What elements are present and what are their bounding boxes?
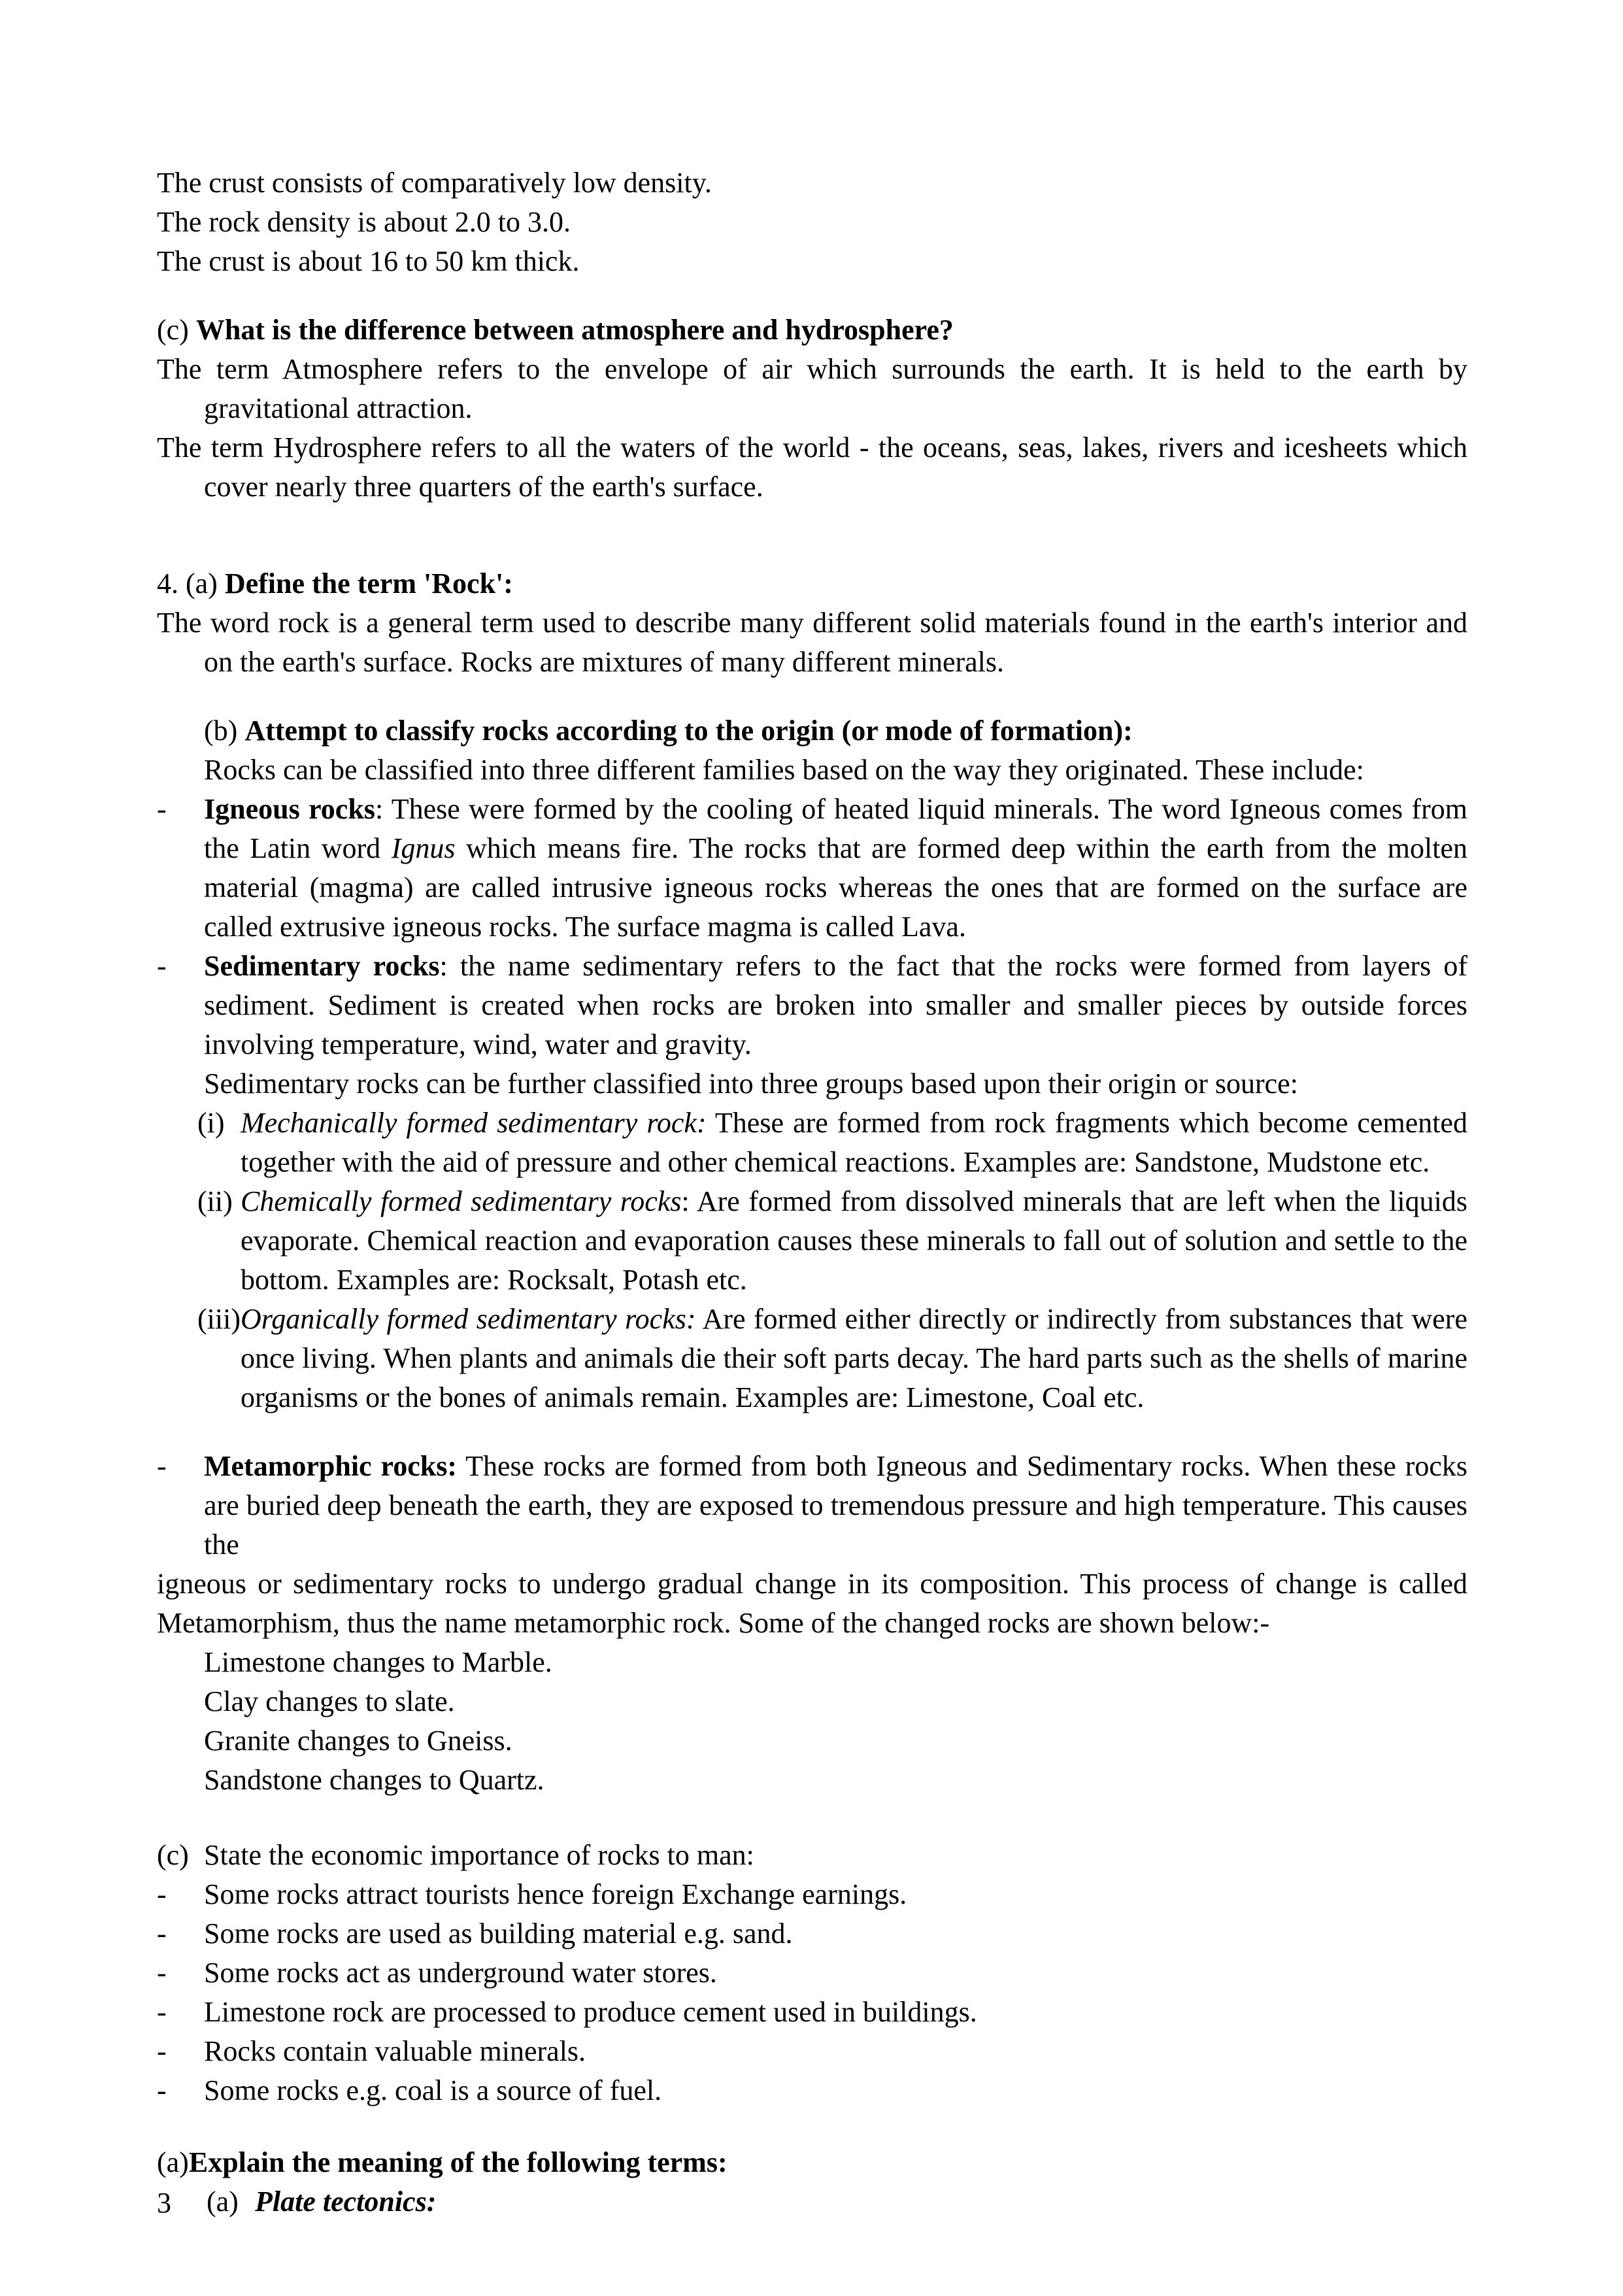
metamorphic-text: These rocks are formed from both Igneous and Sedimentary rocks. When these rocks are buried deep beneath the earth, they are exposed to tremendous pressure and high temperature. This causes the — [204, 1450, 1467, 1561]
q4c-label: (c) — [157, 1839, 189, 1871]
mechanical-term: Mechanically formed sedimentary rock: — [241, 1107, 707, 1139]
dash-bullet: - — [157, 2074, 167, 2106]
sub-item-mechanical — [197, 1104, 1467, 1182]
q4a-label: 4. (a) — [157, 567, 218, 599]
economic-item-text: Some rocks are used as building material e.g. sand. — [204, 1917, 793, 1950]
igneous-text-1: : These were formed by the cooling of heated liquid minerals. The word Igneous comes from the Latin word — [204, 793, 1467, 864]
q4c-heading-text: State the economic importance of rocks to man: — [204, 1839, 754, 1871]
organic-text: Are formed either directly or indirectly from substances that were once living. When plants and animals die their soft parts decay. The hard parts such as the shells of marine organisms or the bones of animals remain. Examples are: Limestone, Coal etc. — [241, 1303, 1467, 1413]
sub-item-label-iii: (iii) — [197, 1303, 241, 1335]
chemical-text: : Are formed from dissolved minerals that are left when the liquids evaporate. Chemical reaction and evaporation causes these minerals to fall out of solution and settle to the bottom. Examples are: Rocksalt, Potash etc. — [241, 1185, 1467, 1296]
sub-item-chemical — [197, 1182, 1467, 1300]
economic-item-text: Some rocks act as underground water stores. — [204, 1957, 717, 1989]
metamorphic-continuation: igneous or sedimentary rocks to undergo gradual change in its composition. This process of change is called Metamorphism, thus the name metamorphic rock. Some of the changed rocks are shown below:- — [157, 1568, 1467, 1639]
page-number: 3 — [157, 2187, 171, 2219]
q4b-heading-text: Attempt to classify rocks according to the origin (or mode of formation): — [244, 715, 1133, 747]
igneous-item — [157, 790, 1467, 947]
economic-item-text: Rocks contain valuable minerals. — [204, 2035, 586, 2067]
change-line-limestone: Limestone changes to Marble. — [204, 1646, 552, 1678]
q5a-heading — [157, 2143, 1467, 2182]
rock-definition-paragraph: The word rock is a general term used to describe many different solid materials found in the earth's interior and on the earth's surface. Rocks are mixtures of many different minerals. — [157, 607, 1467, 678]
economic-item-cement — [157, 1993, 1467, 2032]
change-line-granite: Granite changes to Gneiss. — [204, 1725, 512, 1757]
dash-bullet: - — [157, 2035, 167, 2067]
intro-line-crust-thickness: The crust is about 16 to 50 km thick. — [157, 245, 580, 277]
igneous-latin-word: Ignus — [391, 832, 456, 864]
q4c-heading — [157, 1836, 1467, 1875]
igneous-term: Igneous rocks — [204, 793, 375, 825]
economic-item-building — [157, 1914, 1467, 1953]
economic-item-text: Limestone rock are processed to produce cement used in buildings. — [204, 1996, 977, 2028]
q4a-heading-text: Define the term 'Rock': — [224, 567, 513, 599]
organic-term: Organically formed sedimentary rocks: — [241, 1303, 696, 1335]
economic-item-text: Some rocks attract tourists hence foreign Exchange earnings. — [204, 1878, 907, 1910]
dash-bullet: - — [157, 1878, 167, 1910]
sub-item-label-i: (i) — [197, 1107, 225, 1139]
plate-tectonics-line — [207, 2182, 1467, 2221]
economic-item-water — [157, 1953, 1467, 1993]
dash-bullet: - — [157, 793, 167, 825]
dash-bullet: - — [157, 950, 167, 982]
sedimentary-text: : the name sedimentary refers to the fact that the rocks were formed from layers of sediment. Sediment is created when rocks are broken into smaller and smaller pieces by outside forces involving temperature, wind, water and gravity. — [204, 950, 1467, 1060]
igneous-text-2: which means fire. The rocks that are formed deep within the earth from the molten material (magma) are called intrusive igneous rocks whereas the ones that are formed on the surface are called extrusive igneous rocks. The surface magma is called Lava. — [204, 832, 1468, 943]
sub-item-label-ii: (ii) — [197, 1185, 233, 1217]
metamorphic-term: Metamorphic rocks: — [204, 1450, 457, 1482]
q3c-label: (c) — [157, 314, 189, 346]
q3c-heading-text: What is the difference between atmosphere and hydrosphere? — [195, 314, 954, 346]
plate-tectonics-term: Plate tectonics: — [255, 2186, 437, 2218]
metamorphic-item — [157, 1447, 1467, 1564]
sub-item-organic — [197, 1300, 1467, 1417]
hydrosphere-paragraph: The term Hydrosphere refers to all the waters of the world - the oceans, seas, lakes, rivers and icesheets which cover nearly three quarters of the earth's surface. — [157, 431, 1467, 503]
economic-item-minerals — [157, 2032, 1467, 2071]
economic-item-fuel — [157, 2071, 1467, 2110]
classification-intro: Rocks can be classified into three different families based on the way they originated. These include: — [204, 754, 1364, 786]
sedimentary-sub-intro: Sedimentary rocks can be further classified into three groups based upon their origin or source: — [204, 1068, 1298, 1100]
dash-bullet: - — [157, 1450, 167, 1482]
atmosphere-paragraph: The term Atmosphere refers to the envelope of air which surrounds the earth. It is held to the earth by gravitational attraction. — [157, 353, 1467, 424]
dash-bullet: - — [157, 1917, 167, 1950]
chemical-term: Chemically formed sedimentary rocks — [241, 1185, 682, 1217]
q4b-label: (b) — [204, 715, 238, 747]
q4b-heading — [204, 711, 1467, 751]
sedimentary-item — [157, 947, 1467, 1064]
change-line-sandstone: Sandstone changes to Quartz. — [204, 1764, 544, 1796]
economic-item-text: Some rocks e.g. coal is a source of fuel. — [204, 2074, 662, 2106]
plate-tectonics-label: (a) — [207, 2186, 239, 2218]
q4a-heading — [157, 564, 1467, 603]
q5a-label: (a) — [157, 2146, 189, 2178]
economic-item-tourism — [157, 1875, 1467, 1914]
q3c-heading — [157, 311, 1467, 350]
change-line-clay: Clay changes to slate. — [204, 1685, 455, 1717]
intro-line-crust-density: The crust consists of comparatively low density. — [157, 167, 712, 199]
q5a-heading-text: Explain the meaning of the following terms: — [188, 2146, 728, 2178]
dash-bullet: - — [157, 1957, 167, 1989]
dash-bullet: - — [157, 1996, 167, 2028]
mechanical-text: These are formed from rock fragments which become cemented together with the aid of pressure and other chemical reactions. Examples are: Sandstone, Mudstone etc. — [241, 1107, 1467, 1178]
intro-line-rock-density: The rock density is about 2.0 to 3.0. — [157, 206, 571, 238]
sedimentary-term: Sedimentary rocks — [204, 950, 440, 982]
